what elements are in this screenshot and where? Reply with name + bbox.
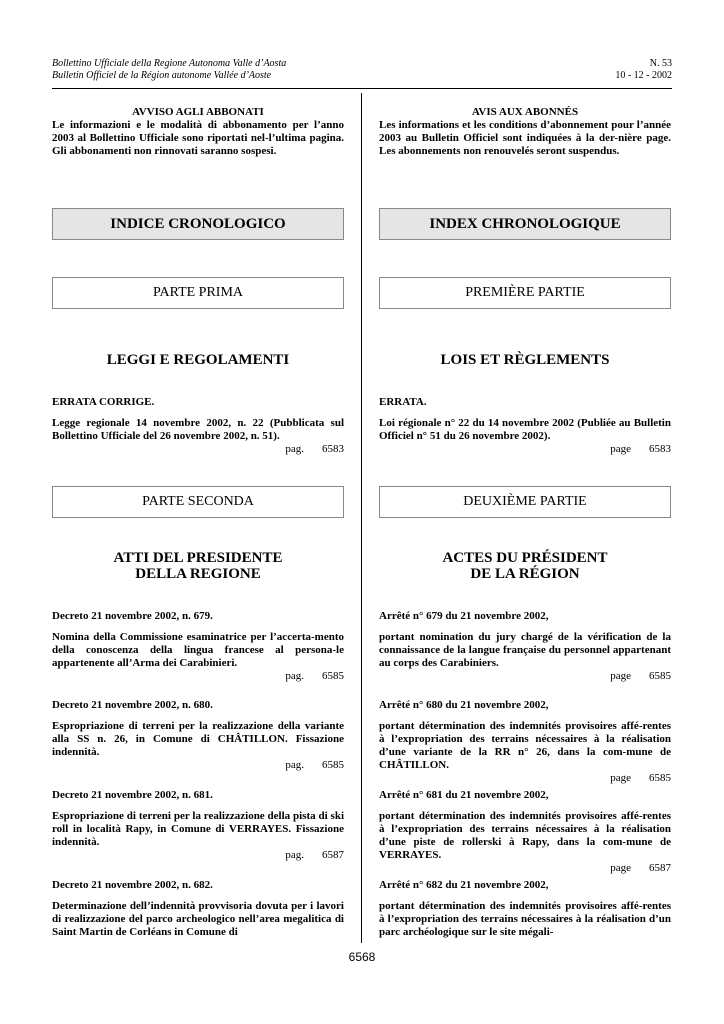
errata-title: ERRATA CORRIGE. — [52, 396, 155, 408]
header-rule — [52, 88, 672, 89]
arrete-682-entry: portant détermination des indemnités provisoires affé-rentes à l’expropriation des terrains nécessaires à la réalisation d’un parc archéologique sur le site mégali- — [379, 900, 671, 938]
arrete-681-entry: portant détermination des indemnités provisoires affé-rentes à l’expropriation des terrains nécessaires à la réalisation d’une piste de rollerski à Rapy, dans la com-mune de VERRAYES. page 6587 — [379, 810, 671, 874]
part-one-label: PARTE PRIMA — [152, 285, 244, 300]
decree-680-page-ref: pag. 6585 — [285, 759, 344, 771]
index-title: INDICE CRONOLOGICO — [110, 216, 286, 232]
acts-heading: ATTI DEL PRESIDENTE DELLA REGIONE — [113, 550, 283, 582]
italian-column — [52, 106, 344, 938]
arrete-680-page-ref: page 6585 — [610, 772, 671, 784]
index-title-box — [52, 208, 344, 240]
notice-body: Le informazioni e le modalità di abbonamento per l’anno 2003 al Bollettino Ufficiale sono riportati nel-l’ultima pagina. Gli abbonamenti non rinnovati saranno sospesi. — [52, 119, 344, 157]
decree-679-entry: Nomina della Commissione esaminatrice per l’accerta-mento della conoscenza della lingua francese al persona-le appartenente all’Arma dei Carabinieri. pag. 6585 — [52, 631, 344, 682]
arrete-679-title: Arrêté n° 679 du 21 novembre 2002, — [379, 610, 549, 622]
errata-entry — [379, 417, 671, 456]
page-number: 6568 — [348, 950, 376, 964]
errata-page-ref: page 6583 — [610, 443, 671, 455]
arrete-679-entry: portant nomination du jury chargé de la vérification de la connaissance de la langue française du personnel appartenant au corps des Carabiniers. page 6585 — [379, 631, 671, 682]
index-title-box — [379, 208, 671, 240]
notice-title: AVVISO AGLI ABBONATI — [132, 106, 264, 118]
laws-heading: LEGGI E REGOLAMENTI — [106, 352, 290, 368]
part-two-label: DEUXIÈME PARTIE — [463, 494, 587, 509]
errata-page-ref: pag. 6583 — [285, 443, 344, 455]
bulletin-title-it: Bollettino Ufficiale della Regione Autonoma Valle d’Aosta — [52, 58, 287, 69]
arrete-680-title: Arrêté n° 680 du 21 novembre 2002, — [379, 699, 549, 711]
issue-info — [615, 58, 672, 82]
index-title: INDEX CHRONOLOGIQUE — [429, 216, 621, 232]
arrete-682-title: Arrêté n° 682 du 21 novembre 2002, — [379, 879, 549, 891]
issue-date: 10 - 12 - 2002 — [615, 70, 672, 81]
part-two-label: PARTE SECONDA — [142, 494, 254, 509]
arrete-681-title: Arrêté n° 681 du 21 novembre 2002, — [379, 789, 549, 801]
decree-679-page-ref: pag. 6585 — [285, 670, 344, 682]
arrete-681-page-ref: page 6587 — [610, 862, 671, 874]
french-column — [379, 106, 671, 938]
decree-682-entry: Determinazione dell’indennità provvisoria dovuta per i lavori di realizzazione del parco archeologico nell’area megalitica di Saint Martin de Corléans in Comune di — [52, 900, 344, 938]
part-one-box — [52, 277, 344, 309]
laws-heading: LOIS ET RÈGLEMENTS — [440, 352, 610, 368]
decree-681-entry: Espropriazione di terreni per la realizzazione della pista di ski roll in località Rapy, in Comune di VERRAYES. Fissazione indennità. pag. 6587 — [52, 810, 344, 861]
issue-number: N. 53 — [649, 58, 672, 69]
arrete-679-page-ref: page 6585 — [610, 670, 671, 682]
notice-body: Les informations et les conditions d’abonnement pour l’année 2003 au Bulletin Officiel sont indiquées à la der-nière page. Les abonnements non renouvelés seront suspendus. — [379, 119, 671, 157]
column-divider — [361, 93, 362, 943]
part-two-box — [379, 486, 671, 518]
acts-heading: ACTES DU PRÉSIDENT DE LA RÉGION — [442, 550, 608, 582]
decree-680-title: Decreto 21 novembre 2002, n. 680. — [52, 699, 213, 711]
errata-text: Legge regionale 14 novembre 2002, n. 22 (Pubblicata sul Bollettino Ufficiale del 26 novembre 2002, n. 51). — [52, 417, 344, 442]
decree-681-page-ref: pag. 6587 — [285, 849, 344, 861]
part-one-label: PREMIÈRE PARTIE — [465, 285, 585, 300]
errata-entry — [52, 417, 344, 456]
bulletin-title-fr: Bulletin Officiel de la Région autonome Vallée d’Aoste — [52, 70, 272, 81]
decree-679-title: Decreto 21 novembre 2002, n. 679. — [52, 610, 213, 622]
part-one-box — [379, 277, 671, 309]
arrete-680-entry: portant détermination des indemnités provisoires affé-rentes à l’expropriation des terrains nécessaires à la réalisation d’une variante de la RR n° 26, dans la com-mune de CHÂTILLON. page 6585 — [379, 720, 671, 784]
errata-title: ERRATA. — [379, 396, 427, 408]
decree-680-entry: Espropriazione di terreni per la realizzazione della variante alla SS n. 26, in Comune di CHÂTILLON. Fissazione indennità. pag. 6585 — [52, 720, 344, 771]
decree-681-title: Decreto 21 novembre 2002, n. 681. — [52, 789, 213, 801]
errata-text: Loi régionale n° 22 du 14 novembre 2002 (Publiée au Bulletin Officiel n° 51 du 26 novembre 2002). — [379, 417, 671, 442]
part-two-box — [52, 486, 344, 518]
notice-title: AVIS AUX ABONNÉS — [471, 106, 579, 118]
decree-682-title: Decreto 21 novembre 2002, n. 682. — [52, 879, 213, 891]
page-header — [52, 58, 672, 82]
